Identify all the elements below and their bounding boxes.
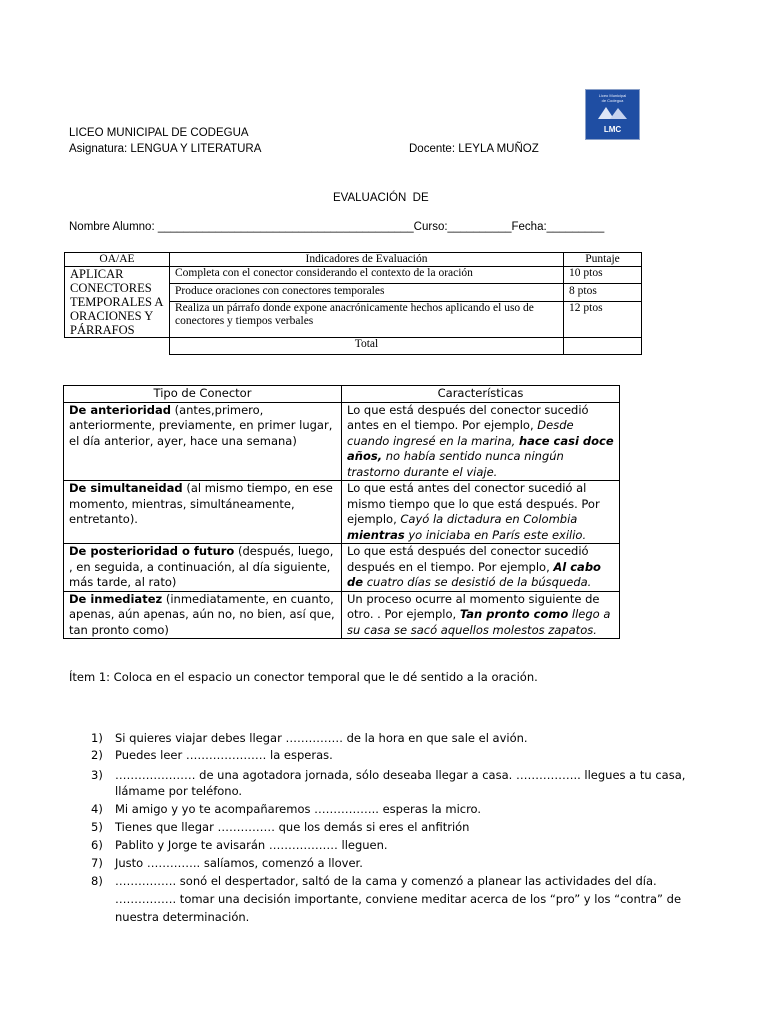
item-text: Tienes que llegar …………… que los demás si eres el anfitrión [115,820,470,834]
item-number: 5) [91,820,103,834]
connector-type-examples: (al mismo tiempo, en ese momento, mientras, simultáneamente, entretanto). [69,481,333,526]
item-number: 2) [91,748,103,762]
item-number: 8) [91,874,103,888]
indicator-3: Realiza un párrafo donde expone anacrónicamente hechos aplicando el uso de conectores y tiempos verbales [170,302,564,338]
example-text: Cayó la dictadura en Colombia [400,512,578,526]
list-item [91,801,481,818]
student-info-line: Nombre Alumno: ________________________________________Curso:__________Fecha:_________ [69,221,605,233]
item-number: 1) [91,731,103,745]
example-connector: Al cabo de [347,559,601,589]
connector-table [63,385,620,639]
header-indicators: Indicadores de Evaluación [170,253,564,267]
list-item [91,747,333,764]
connector-type-name: De simultaneidad [69,481,183,495]
connector-type-name: De posterioridad o futuro [69,544,235,558]
example-text: cuatro días se desistió de la búsqueda. [363,575,592,589]
item-text-continuation: llámame por teléfono. [115,784,243,798]
logo-sub-text: de Codegua [601,98,624,103]
item-text: Pablito y Jorge te avisarán ……………… lleguen. [115,838,388,852]
logo-mark: LMC [603,125,622,134]
header-oa: OA/AE [65,253,170,267]
desc-text: Lo que está después del conector sucedió antes en el tiempo. Por ejemplo, [347,402,589,432]
score-1: 10 ptos [564,267,642,284]
item-text: Justo ………….. salíamos, comenzó a llover. [115,856,363,870]
logo-top-text: Liceo Municipal [598,93,627,98]
connector-type-name: De anterioridad [69,402,171,417]
item-number: 7) [91,856,103,870]
item-text: Mi amigo y yo te acompañaremos …………….. esperas la micro. [115,802,482,816]
evaluation-table [64,252,642,355]
page-title: EVALUACIÓN DE [333,192,429,204]
example-text: Desde cuando ingresé en la marina, [347,418,574,448]
teacher-line: Docente: LEYLA MUÑOZ [409,143,539,155]
list-item [91,819,469,836]
connector-type-examples: (inmediatamente, en cuanto, apenas, aún apenas, aún no, no bien, así que, tan pronto como) [69,591,335,637]
example-text: yo iniciaba en París este exilio. [404,527,587,542]
item-number: 3) [91,768,103,782]
connector-type-examples: (antes,primero, anteriormente, previamente, en primer lugar, el día anterior, ayer, hace una semana) [69,402,333,448]
list-item [91,837,388,854]
list-item [91,730,528,747]
item-text: Puedes leer ………………… la esperas. [115,748,333,762]
header-score: Puntaje [564,253,642,267]
list-item [91,767,685,784]
example-connector: mientras [347,527,405,542]
desc-text: Lo que está después del conector sucedió después en el tiempo. Por ejemplo, [347,544,589,574]
desc-text: Un proceso ocurre al momento siguiente de otro. . Por ejemplo, [347,591,600,621]
indicator-1: Completa con el conector considerando el contexto de la oración [170,267,564,284]
indicator-2: Produce oraciones con conectores temporales [170,284,564,302]
connector-type-name: De inmediatez [69,591,163,606]
example-connector: Tan pronto como [459,607,569,621]
example-text: no había sentido nunca ningún trastorno durante el viaje. [347,449,564,479]
item-number: 4) [91,802,103,816]
connector-type-examples: (después, luego, , en seguida, a continuación, al día siguiente, más tarde, al rato) [69,544,334,589]
connector-type-cell [64,481,342,544]
subject-line: Asignatura: LENGUA Y LITERATURA [69,143,262,155]
school-logo [585,89,640,140]
desc-text: Lo que está antes del conector sucedió al mismo tiempo que lo que está después. Por ejemplo, [347,481,600,526]
item-text-continuation: nuestra determinación. [115,910,250,924]
connector-desc-cell [342,481,620,544]
connector-desc-cell [342,402,620,481]
item-number: 6) [91,838,103,852]
example-connector: hace casi doce años, [347,433,614,463]
item-text: ……………. sonó el despertador, saltó de la cama y comenzó a planear las actividades del día. [115,874,657,888]
item-text: Si quieres viajar debes llegar …………… de la hora en que sale el avión. [115,731,528,745]
list-item [91,855,363,872]
list-item [91,873,657,890]
total-score [564,338,642,355]
connector-type-cell [64,402,342,481]
school-name: LICEO MUNICIPAL DE CODEGUA [69,127,249,139]
score-2: 8 ptos [564,284,642,302]
item-text-continuation: ……………. tomar una decisión importante, conviene meditar acerca de los “pro” y los “contra” de [115,892,682,906]
item-text: ………………… de una agotadora jornada, sólo deseaba llegar a casa. …………….. llegues a tu casa, [115,768,686,782]
connector-desc-cell [342,591,620,639]
connector-type-cell [64,544,342,592]
oa-text: APLICAR CONECTORES TEMPORALES A ORACIONES Y PÁRRAFOS [65,267,170,338]
connector-type-cell [64,591,342,639]
score-3: 12 ptos [564,302,642,338]
connector-desc-cell [342,544,620,592]
item-instructions: Ítem 1: Coloca en el espacio un conector temporal que le dé sentido a la oración. [69,670,538,684]
header-characteristics: Características [342,386,620,403]
total-label: Total [170,338,564,355]
header-connector-type: Tipo de Conector [64,386,342,403]
example-text: llego a su casa se sacó aquellos molestos zapatos. [347,607,611,637]
mountain-icon [596,104,629,120]
